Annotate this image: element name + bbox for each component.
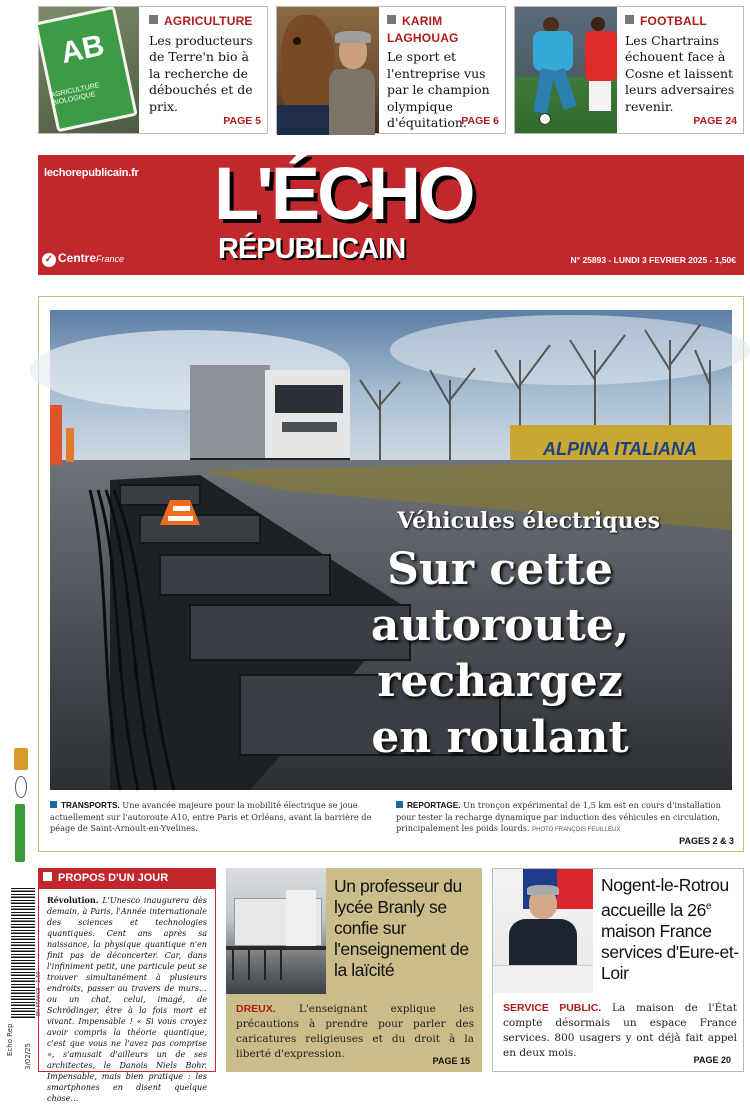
issue-info: N° 25893 - LUNDI 3 FEVRIER 2025 - 1,50€ [570,255,736,265]
green-print-label [15,804,25,862]
newspaper-subtitle: RÉPUBLICAIN [218,233,406,265]
teaser-photo-football-match [515,7,617,133]
teaser-text: Le sport et l'entreprise vus par le champion olympique d'équitation. [387,49,490,130]
centre-france-logo: ✓ CentreFrance [42,251,124,267]
teaser-text: Les Chartrains échouent face à Cosne et laissent leurs adversaires revenir. [625,32,735,114]
centre-france-icon: ✓ [42,253,56,267]
lead-photo-highway-charging [50,310,732,790]
teaser-category: KARIM LAGHOUAG [387,14,459,45]
teaser-photo-ab-sign [39,7,139,133]
spine-code: Echo Rep [6,1023,14,1056]
lead-headline-line-1: Sur cette [387,544,613,595]
propos-d-un-jour [38,868,216,1103]
propos-text: Révolution. L'Unesco inaugurera dès demain, à Paris, l'Année internationale des sciences et technologies quantiques. Cent ans après sa naissance, la physique quantique n'en finit pas de déconcerter. Car, dans l'infiniment petit, une particule peut se trouver simultanément à plusieurs endroits, passer au travers de murs… ou un chat, celui, imagé, de Schrödinger, être à la fois mort et vivant. Impensable ! « Si vous croyez avoir compris la théorie quantique, c'est que vous ne l'avez pas comprise », s'amusait d'ailleurs un de ses architectes, le Danois Niels Bohr. Impensable, mais bien pratique : les smartphones en disent quelque chose… [47,895,208,1103]
lead-headline-line-2: autoroute, [370,600,630,651]
ab-logo: AB [57,28,108,71]
nogent-headline: Nogent-le-Rotrou accueille la 26e maison France services d'Eure-et-Loir [601,875,739,983]
lead-headline-line-3: rechargez [377,656,623,707]
triman-icon [15,776,27,798]
teaser-photo-rider-horse [277,7,379,133]
lead-pages: PAGES 2 & 3 [679,836,734,846]
newspaper-title: L'ÉCHO [214,152,473,235]
lead-kicker: Véhicules électriques [397,508,660,534]
website-link[interactable]: lechorepublicain.fr [44,167,139,179]
branly-page: PAGE 15 [432,1056,470,1066]
spine-price: EN FRANCE - 1,50 [36,971,42,1016]
caption-square-icon [50,801,57,808]
masthead [38,152,744,275]
lead-headline [340,542,660,766]
lead-headline-line-4: en roulant [371,712,629,763]
teaser-page: PAGE 24 [693,115,737,127]
lead-caption-left: TRANSPORTS. Une avancée majeure pour la mobilité électrique se joue actuellement sur l'autoroute A10, entre Paris et Orléans, avant la barrière de péage de Saint-Arnoult-en-Yvelines. [50,800,372,833]
barcode [11,888,35,1018]
teaser-category: AGRICULTURE [149,13,263,30]
recycling-logo [14,748,28,770]
branly-headline: Un professeur du lycée Branly se confie sur l'enseignement de la laïcité [334,876,469,980]
nogent-text: SERVICE PUBLIC. La maison de l'État compte désormais un espace France services. 800 usagers y ont déjà fait appel en deux mois. [503,1002,738,1059]
teaser-agriculture[interactable] [38,6,268,134]
teaser-football[interactable] [514,6,744,134]
nogent-page: PAGE 20 [693,1055,731,1065]
ab-logo-caption: AGRICULTURE BIOLOGIQUE [50,82,101,108]
teaser-page: PAGE 6 [461,115,499,127]
branly-photo [226,868,326,994]
spine-date: 3/02/25 [24,1043,32,1070]
lead-caption-right: REPORTAGE. Un tronçon expérimental de 1,5 km est en cours d'installation pour tester la recharge dynamique par induction des véhicules en circulation, principalement les poids lourds. PHOTO FRANÇOIS FEUILLEUX [396,800,721,833]
propos-title-bar: PROPOS D'UN JOUR [39,869,215,889]
caption-square-icon [396,801,403,808]
teaser-page: PAGE 5 [223,115,261,127]
teaser-category: FOOTBALL [625,13,741,30]
truck-banner-text: ALPINA ITALIANA [543,439,697,459]
branly-text: DREUX. L'enseignant explique les précautions à prendre pour parler des caricatures religieuses et du droit à la liberté d'expression. [236,1003,474,1060]
article-branly[interactable] [226,868,482,1072]
teaser-karim-laghouag[interactable] [276,6,506,134]
teaser-text: Les producteurs de Terre'n bio à la recherche de débouchés et de prix. [149,32,253,114]
nogent-photo [493,869,593,993]
article-nogent[interactable] [492,868,744,1072]
